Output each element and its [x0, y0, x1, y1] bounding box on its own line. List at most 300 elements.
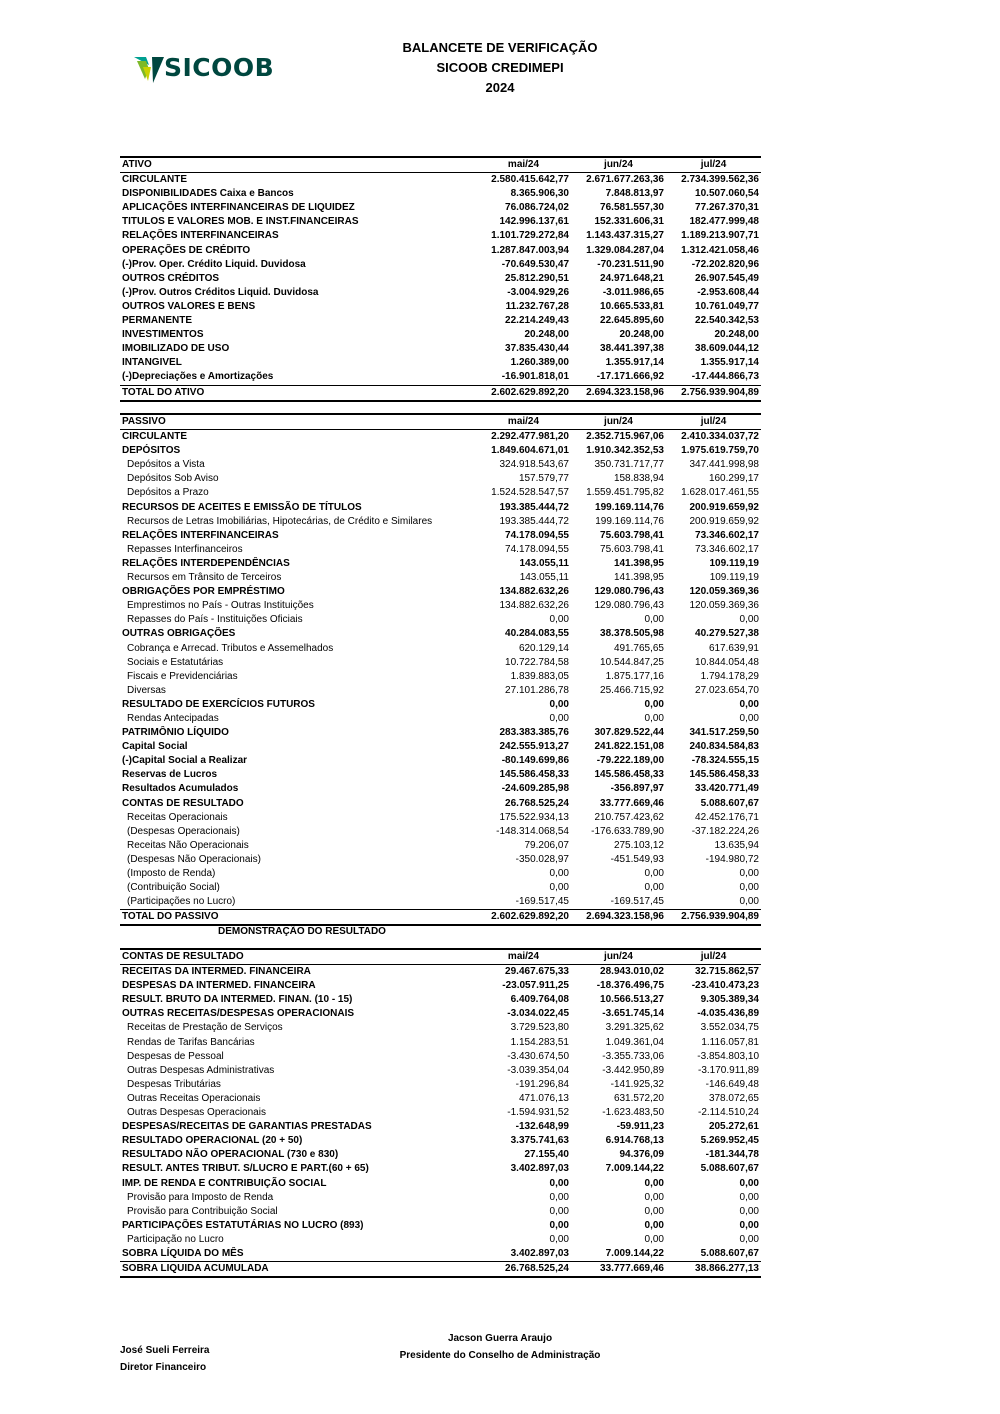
row-value: 3.291.325,62	[605, 1022, 664, 1034]
row-value: 0,00	[644, 614, 664, 626]
row-value: 38.378.505,98	[600, 628, 664, 640]
row-value: -18.376.496,75	[596, 980, 664, 992]
row-value: -181.344,78	[705, 1149, 759, 1161]
row-label: Diversas	[127, 684, 166, 696]
row-value: -70.649.530,47	[501, 258, 569, 270]
row-value: 141.398,95	[613, 572, 664, 584]
row-label: Recursos de Letras Imobiliárias, Hipotecárias, de Crédito e Similares	[127, 515, 433, 527]
table-row	[120, 811, 761, 825]
doc-title: BALANCETE DE VERIFICAÇÃO	[402, 40, 598, 55]
row-label: Repasses Interfinanceiros	[127, 543, 243, 555]
row-label: Provisão para Imposto de Renda	[127, 1191, 274, 1203]
row-value: 40.279.527,38	[695, 628, 759, 640]
row-label: PATRIMÔNIO LÍQUIDO	[122, 727, 229, 739]
row-value: 20.248,00	[619, 329, 664, 341]
table-row	[120, 1036, 761, 1050]
row-value: 42.452.176,71	[695, 811, 759, 823]
row-value: 341.517.259,50	[689, 727, 759, 739]
row-value: 0,00	[739, 698, 759, 710]
row-value: 20.248,00	[714, 329, 759, 341]
row-value: 7.848.813,97	[605, 188, 664, 200]
row-value: 2.734.399.562,36	[681, 174, 759, 186]
row-label: Receitas de Prestação de Serviços	[127, 1022, 283, 1034]
row-value: -3.651.745,14	[602, 1008, 664, 1020]
row-value: 0,00	[739, 882, 759, 894]
table-row	[120, 215, 761, 229]
row-value: -2.114.510,24	[698, 1107, 759, 1119]
row-value: 10.844.054,48	[695, 656, 759, 668]
table-row	[120, 656, 761, 670]
row-value: -23.057.911,25	[502, 980, 569, 992]
table-row	[120, 1233, 761, 1247]
row-label: IMP. DE RENDA E CONTRIBUIÇÃO SOCIAL	[122, 1177, 327, 1189]
table-row	[120, 258, 761, 272]
row-value: 10.722.784,58	[505, 656, 569, 668]
row-value: 75.603.798,41	[600, 529, 664, 541]
row-label: DISPONIBILIDADES Caixa e Bancos	[122, 188, 294, 200]
row-value: 9.305.389,34	[700, 994, 759, 1006]
row-value: -191.296,84	[515, 1078, 569, 1090]
row-value: -17.171.666,92	[596, 371, 664, 383]
row-label: Fiscais e Previdenciárias	[127, 670, 238, 682]
row-label: Rendas Antecipadas	[127, 712, 219, 724]
row-value: 199.169.114,76	[595, 515, 664, 527]
signature-center-role: Presidente do Conselho de Administração	[399, 1350, 601, 1361]
row-value: 0,00	[549, 1233, 569, 1245]
row-value: 1.101.729.272,84	[491, 230, 569, 242]
table-row	[120, 613, 761, 627]
row-value: 350.731.717,77	[594, 459, 664, 471]
table-row	[120, 342, 761, 356]
row-value: 94.376,09	[619, 1149, 664, 1161]
row-value: -146.649,48	[705, 1078, 759, 1090]
row-value: 27.101.286,78	[505, 684, 569, 696]
row-value: 143.055,11	[519, 557, 569, 569]
row-value: 0,00	[739, 1177, 759, 1189]
table-row	[120, 895, 761, 910]
signature-center-name: Jacson Guerra Araujo	[447, 1333, 553, 1344]
row-value: 157.579,77	[518, 473, 569, 485]
row-value: 347.441.998,98	[689, 459, 759, 471]
row-value: 10.761.049,77	[695, 300, 759, 312]
row-label: DEPÓSITOS	[122, 445, 181, 457]
row-label: Capital Social	[122, 741, 188, 753]
row-label: OUTRAS OBRIGAÇÕES	[122, 628, 236, 640]
row-value: -3.854.803,10	[697, 1050, 759, 1062]
row-value: 241.822.151,08	[594, 741, 664, 753]
row-value: 3.729.523,80	[510, 1022, 569, 1034]
row-value: -3.170.911,89	[698, 1064, 759, 1076]
row-label: OUTROS CRÉDITOS	[122, 272, 220, 284]
table-row	[120, 1205, 761, 1219]
table-row	[120, 1148, 761, 1162]
row-label: INVESTIMENTOS	[122, 329, 204, 341]
row-value: 0,00	[549, 712, 569, 724]
row-value: -80.149.699,86	[501, 755, 569, 767]
row-value: -3.039.354,04	[507, 1064, 569, 1076]
row-value: 0,00	[644, 1233, 664, 1245]
row-value: 240.834.584,83	[689, 741, 759, 753]
table-row	[120, 173, 761, 188]
table-row	[120, 244, 761, 258]
row-value: 307.829.522,44	[594, 727, 664, 739]
row-value: 3.402.897,03	[510, 1247, 569, 1259]
row-value: 2.694.323.158,96	[571, 385, 666, 401]
row-value: 1.849.604.671,01	[491, 445, 569, 457]
row-label: Recursos em Trânsito de Terceiros	[127, 572, 282, 584]
row-value: 10.507.060,54	[695, 188, 759, 200]
row-label: Cobrança e Arrecad. Tributos e Assemelhados	[127, 642, 334, 654]
table-row	[120, 286, 761, 300]
passivo-header-row	[120, 414, 761, 430]
row-value: 145.586.458,33	[689, 769, 759, 781]
row-value: 6.914.768,13	[605, 1135, 664, 1147]
row-value: 1.628.017.461,55	[681, 487, 759, 499]
table-row	[120, 201, 761, 215]
row-label: RECURSOS DE ACEITES E EMISSÃO DE TÍTULOS	[122, 501, 362, 513]
row-value: 1.875.177,16	[605, 670, 664, 682]
table-row	[120, 881, 761, 895]
row-value: 1.839.883,05	[510, 670, 569, 682]
row-value: -148.314.068,54	[496, 825, 569, 837]
table-row	[120, 1050, 761, 1064]
row-value: 8.365.906,30	[510, 188, 569, 200]
row-value: 0,00	[644, 1205, 664, 1217]
row-value: 2.410.334.037,72	[681, 431, 759, 443]
row-label: Provisão para Contribuição Social	[127, 1205, 278, 1217]
table-row	[120, 993, 761, 1007]
row-value: jun/24	[571, 949, 666, 965]
row-label: (-)Prov. Outros Créditos Liquid. Duvidosa	[122, 286, 319, 298]
row-value: 22.540.342,53	[695, 315, 759, 327]
row-value: mai/24	[476, 414, 571, 430]
table-row	[120, 557, 761, 571]
row-label: RELAÇÕES INTERFINANCEIRAS	[122, 230, 279, 242]
row-value: -23.410.473,23	[691, 980, 759, 992]
row-value: 25.466.715,92	[600, 684, 664, 696]
row-value: mai/24	[476, 949, 571, 965]
row-label: Depósitos Sob Aviso	[127, 473, 219, 485]
row-label: ATIVO	[120, 157, 476, 173]
row-value: 152.331.606,31	[594, 216, 664, 228]
row-value: -3.004.929,26	[507, 286, 569, 298]
row-value: 1.559.451.795,82	[586, 487, 664, 499]
row-value: -451.549,93	[610, 853, 664, 865]
ativo-total-row	[120, 385, 761, 401]
row-value: jun/24	[571, 157, 666, 173]
row-value: -79.222.189,00	[596, 755, 664, 767]
table-row	[120, 1177, 761, 1191]
row-value: 32.715.862,57	[695, 966, 759, 978]
table-row	[120, 712, 761, 726]
row-value: 2.602.629.892,20	[476, 385, 571, 401]
passivo-table	[120, 413, 761, 926]
table-row	[120, 356, 761, 370]
row-value: 25.812.290,51	[505, 272, 569, 284]
row-value: -176.633.789,90	[591, 825, 664, 837]
row-value: -194.980,72	[705, 853, 759, 865]
row-value: 27.155,40	[524, 1149, 569, 1161]
row-value: 76.086.724,02	[505, 202, 569, 214]
row-value: -132.648,99	[515, 1121, 569, 1133]
row-value: 27.023.654,70	[695, 684, 759, 696]
row-value: 1.975.619.759,70	[681, 445, 759, 457]
table-row	[120, 979, 761, 993]
table-row	[120, 740, 761, 754]
row-value: -356.897,97	[610, 783, 664, 795]
row-value: 38.609.044,12	[695, 343, 759, 355]
row-value: 2.602.629.892,20	[476, 910, 571, 926]
row-label: OBRIGAÇÕES POR EMPRÉSTIMO	[122, 586, 285, 598]
table-row	[120, 300, 761, 314]
dre-title: DEMONSTRAÇÃO DO RESULTADO	[218, 926, 386, 937]
row-value: 11.232.767,28	[505, 300, 569, 312]
row-value: 1.355.917,14	[605, 357, 664, 369]
signature-left	[120, 1342, 210, 1376]
row-label: Outras Despesas Administrativas	[127, 1064, 275, 1076]
row-label: TOTAL DO ATIVO	[120, 385, 476, 401]
row-value: 10.566.513,27	[600, 994, 664, 1006]
row-value: 33.777.669,46	[571, 1262, 666, 1278]
row-label: Resultados Acumulados	[122, 783, 239, 795]
row-label: Outras Receitas Operacionais	[127, 1092, 261, 1104]
row-label: Sociais e Estatutárias	[127, 656, 224, 668]
row-value: 620.129,14	[518, 642, 569, 654]
row-value: 33.420.771,49	[695, 783, 759, 795]
row-value: 2.694.323.158,96	[571, 910, 666, 926]
table-row	[120, 571, 761, 585]
row-value: 5.088.607,67	[700, 797, 759, 809]
table-row	[120, 328, 761, 342]
row-value: -169.517,45	[610, 896, 664, 908]
row-value: 120.059.369,36	[689, 600, 759, 612]
row-value: 77.267.370,31	[695, 202, 759, 214]
row-value: 20.248,00	[524, 329, 569, 341]
row-label: (Participações no Lucro)	[127, 896, 236, 908]
row-value: 182.477.999,48	[689, 216, 759, 228]
row-label: Outras Despesas Operacionais	[127, 1107, 266, 1119]
row-value: jul/24	[666, 949, 761, 965]
table-row	[120, 1219, 761, 1233]
row-label: SOBRA LIQUIDA ACUMULADA	[120, 1262, 476, 1278]
row-value: 0,00	[644, 1219, 664, 1231]
row-label: TOTAL DO PASSIVO	[120, 910, 476, 926]
row-value: 491.765,65	[613, 642, 664, 654]
row-value: 160.299,17	[708, 473, 759, 485]
row-value: 38.441.397,38	[600, 343, 664, 355]
row-label: Rendas de Tarifas Bancárias	[127, 1036, 255, 1048]
row-value: 2.292.477.981,20	[491, 431, 569, 443]
row-value: 79.206,07	[524, 839, 569, 851]
row-value: 1.524.528.547,57	[491, 487, 569, 499]
row-label: Despesas Tributárias	[127, 1078, 221, 1090]
row-value: 0,00	[739, 614, 759, 626]
row-label: Emprestimos no País - Outras Instituições	[127, 600, 314, 612]
row-label: Reservas de Lucros	[122, 769, 218, 781]
table-row	[120, 486, 761, 500]
row-label: OUTRAS RECEITAS/DESPESAS OPERACIONAIS	[122, 1008, 355, 1020]
row-value: 0,00	[644, 1177, 664, 1189]
row-value: 0,00	[644, 698, 664, 710]
row-label: (Despesas Operacionais)	[127, 825, 240, 837]
row-value: -2.953.608,44	[697, 286, 759, 298]
row-value: 199.169.114,76	[595, 501, 664, 513]
row-value: -350.028,97	[515, 853, 569, 865]
row-value: 24.971.648,21	[600, 272, 664, 284]
row-value: 193.385.444,72	[499, 515, 569, 527]
table-row	[120, 1064, 761, 1078]
row-value: 26.768.525,24	[476, 1262, 571, 1278]
row-value: 0,00	[549, 1177, 569, 1189]
table-row	[120, 642, 761, 656]
row-value: 109.119,19	[709, 557, 759, 569]
row-value: 5.088.607,67	[700, 1247, 759, 1259]
row-value: 324.918.543,67	[499, 459, 569, 471]
row-value: 1.312.421.058,46	[681, 244, 759, 256]
row-value: 200.919.659,92	[689, 515, 759, 527]
table-row	[120, 1134, 761, 1148]
row-value: 28.943.010,02	[600, 966, 664, 978]
row-label: PASSIVO	[120, 414, 476, 430]
dre-total-row	[120, 1262, 761, 1278]
row-value: 1.189.213.907,71	[681, 230, 759, 242]
row-label: SOBRA LÍQUIDA DO MÊS	[122, 1247, 244, 1259]
row-label: Despesas de Pessoal	[127, 1050, 224, 1062]
table-row	[120, 585, 761, 599]
table-row	[120, 1106, 761, 1120]
row-value: jul/24	[666, 157, 761, 173]
row-value: jul/24	[666, 414, 761, 430]
row-value: 275.103,12	[613, 839, 664, 851]
row-label: RELAÇÕES INTERFINANCEIRAS	[122, 529, 279, 541]
table-row	[120, 867, 761, 881]
table-row	[120, 782, 761, 796]
row-label: RESULT. ANTES TRIBUT. S/LUCRO E PART.(60 + 65)	[122, 1163, 369, 1175]
row-value: 120.059.369,36	[689, 586, 759, 598]
table-row	[120, 187, 761, 201]
row-label: OUTROS VALORES E BENS	[122, 300, 256, 312]
row-label: DESPESAS/RECEITAS DE GARANTIAS PRESTADAS	[122, 1121, 372, 1133]
ativo-header-row	[120, 157, 761, 173]
row-value: 2.580.415.642,77	[491, 174, 569, 186]
signature-left-name: José Sueli Ferreira	[120, 1345, 210, 1356]
row-value: -4.035.436,89	[697, 1008, 759, 1020]
sicoob-logo-icon	[134, 55, 164, 85]
row-label: Repasses do País - Instituições Oficiais	[127, 614, 303, 626]
row-value: 22.214.249,43	[505, 315, 569, 327]
row-value: 75.603.798,41	[600, 543, 664, 555]
row-value: 141.398,95	[613, 557, 664, 569]
row-value: 193.385.444,72	[499, 501, 569, 513]
row-value: 0,00	[739, 1205, 759, 1217]
row-value: 205.272,61	[708, 1121, 759, 1133]
row-value: 471.076,13	[518, 1092, 569, 1104]
row-value: -3.430.674,50	[507, 1050, 569, 1062]
row-value: 1.260.389,00	[510, 357, 569, 369]
row-value: 0,00	[549, 614, 569, 626]
row-value: 0,00	[644, 868, 664, 879]
row-value: 242.555.913,27	[499, 741, 569, 753]
table-row	[120, 501, 761, 515]
row-value: 0,00	[739, 868, 759, 879]
row-value: 3.402.897,03	[510, 1163, 569, 1175]
row-value: 2.671.677.263,36	[586, 174, 664, 186]
row-value: 0,00	[644, 712, 664, 724]
row-value: 73.346.602,17	[695, 529, 759, 541]
row-value: 3.375.741,63	[510, 1135, 569, 1147]
row-value: 0,00	[739, 1233, 759, 1245]
table-row	[120, 515, 761, 529]
table-row	[120, 1247, 761, 1262]
row-label: (Contribuição Social)	[127, 882, 220, 894]
row-value: 0,00	[739, 1191, 759, 1203]
row-value: -1.594.931,52	[507, 1107, 569, 1119]
table-row	[120, 726, 761, 740]
row-value: 1.154.283,51	[510, 1036, 569, 1048]
row-value: 1.910.342.352,53	[586, 445, 664, 457]
table-row	[120, 1120, 761, 1134]
row-label: (-)Prov. Oper. Crédito Liquid. Duvidosa	[122, 258, 306, 270]
logo-wordmark: SICOOB	[164, 53, 275, 82]
row-value: 10.665.533,81	[600, 300, 664, 312]
row-value: -72.202.820,96	[691, 258, 759, 270]
row-value: 6.409.764,08	[510, 994, 569, 1006]
table-row	[120, 1162, 761, 1176]
row-value: 29.467.675,33	[505, 966, 569, 978]
row-value: 617.639,91	[708, 642, 759, 654]
row-value: jun/24	[571, 414, 666, 430]
row-value: 0,00	[549, 868, 569, 879]
row-value: mai/24	[476, 157, 571, 173]
row-value: -169.517,45	[515, 896, 569, 908]
table-row	[120, 1191, 761, 1205]
row-value: 0,00	[739, 1219, 759, 1231]
table-row	[120, 1021, 761, 1035]
signature-center	[300, 1330, 700, 1364]
row-value: 0,00	[739, 896, 759, 908]
row-value: -59.911,23	[616, 1121, 664, 1133]
table-row	[120, 272, 761, 286]
row-value: 74.178.094,55	[505, 543, 569, 555]
table-row	[120, 670, 761, 684]
row-label: (-)Depreciações e Amortizações	[122, 371, 274, 383]
row-label: OPERAÇÕES DE CRÉDITO	[122, 244, 251, 256]
row-value: -17.444.866,73	[691, 371, 759, 383]
row-value: 1.049.361,04	[605, 1036, 664, 1048]
row-label: Participação no Lucro	[127, 1233, 224, 1245]
table-row	[120, 444, 761, 458]
doc-year: 2024	[485, 80, 515, 95]
row-value: 134.882.632,26	[499, 586, 569, 598]
row-value: 142.996.137,61	[499, 216, 569, 228]
doc-entity: SICOOB CREDIMEPI	[436, 60, 564, 75]
row-value: 0,00	[549, 882, 569, 894]
row-label: CONTAS DE RESULTADO	[122, 797, 244, 809]
row-value: 158.838,94	[613, 473, 664, 485]
row-value: 33.777.669,46	[600, 797, 664, 809]
row-label: TITULOS E VALORES MOB. E INST.FINANCEIRAS	[122, 216, 359, 228]
row-label: RECEITAS DA INTERMED. FINANCEIRA	[122, 966, 311, 978]
signature-left-role: Diretor Financeiro	[120, 1362, 207, 1373]
row-value: 3.552.034,75	[700, 1022, 759, 1034]
row-value: 175.522.934,13	[499, 811, 569, 823]
row-label: RESULTADO NÃO OPERACIONAL (730 e 830)	[122, 1149, 339, 1161]
table-row	[120, 370, 761, 385]
row-value: 76.581.557,30	[600, 202, 664, 214]
passivo-total-row	[120, 910, 761, 926]
row-value: 26.768.525,24	[505, 797, 569, 809]
row-label: (-)Capital Social a Realizar	[122, 755, 248, 767]
